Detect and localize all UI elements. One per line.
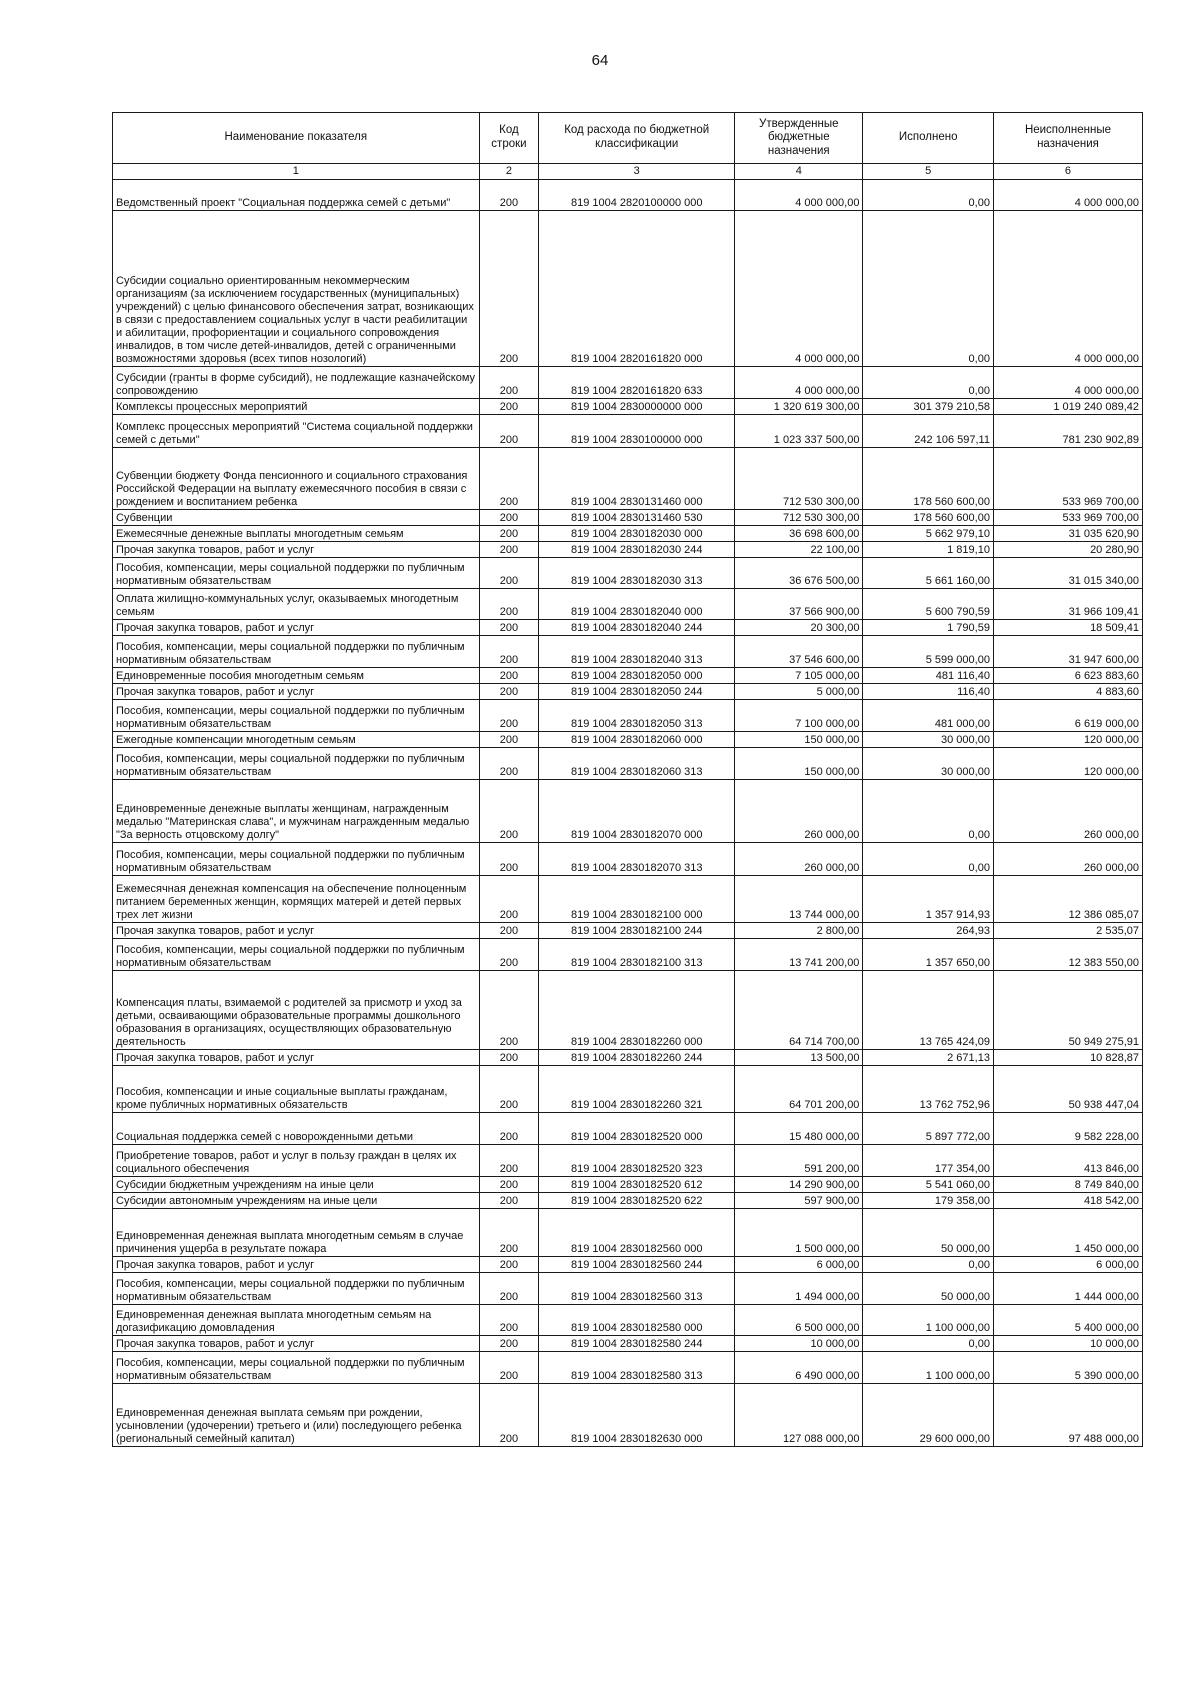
row-line-code: 200: [479, 1352, 539, 1384]
row-unexecuted: 50 949 275,91: [993, 971, 1142, 1050]
row-line-code: 200: [479, 1193, 539, 1209]
row-approved: 4 000 000,00: [735, 211, 863, 367]
row-approved: 2 800,00: [735, 923, 863, 939]
table-row: [113, 748, 1143, 780]
row-line-code: 200: [479, 1384, 539, 1447]
row-line-code: 200: [479, 843, 539, 876]
row-line-code: 200: [479, 415, 539, 448]
row-line-code: 200: [479, 399, 539, 415]
row-approved: 14 290 900,00: [735, 1177, 863, 1193]
table-row: [113, 1145, 1143, 1177]
row-budget-code: 819 1004 2830182050 313: [539, 700, 735, 732]
column-number-row: [113, 164, 1143, 180]
row-name: Субсидии бюджетным учреждениям на иные цели: [113, 1177, 480, 1193]
table-row: [113, 732, 1143, 748]
row-line-code: 200: [479, 526, 539, 542]
table-row: [113, 1257, 1143, 1273]
row-unexecuted: 31 035 620,90: [993, 526, 1142, 542]
row-name: Комплекс процессных мероприятий "Система социальной поддержки семей с детьми": [113, 415, 480, 448]
row-name: Пособия, компенсации, меры социальной поддержки по публичным нормативным обязательствам: [113, 843, 480, 876]
row-unexecuted: 418 542,00: [993, 1193, 1142, 1209]
row-unexecuted: 9 582 228,00: [993, 1113, 1142, 1145]
row-budget-code: 819 1004 2830182050 000: [539, 668, 735, 684]
row-name: Прочая закупка товаров, работ и услуг: [113, 620, 480, 636]
row-line-code: 200: [479, 939, 539, 971]
row-line-code: 200: [479, 1177, 539, 1193]
row-approved: 597 900,00: [735, 1193, 863, 1209]
row-unexecuted: 10 000,00: [993, 1336, 1142, 1352]
row-executed: 0,00: [863, 780, 994, 843]
row-budget-code: 819 1004 2830182520 000: [539, 1113, 735, 1145]
row-unexecuted: 10 828,87: [993, 1050, 1142, 1066]
header-executed: Исполнено: [863, 113, 994, 164]
table-row: [113, 1336, 1143, 1352]
row-line-code: 200: [479, 589, 539, 620]
row-name: Пособия, компенсации, меры социальной поддержки по публичным нормативным обязательствам: [113, 700, 480, 732]
row-unexecuted: 1 444 000,00: [993, 1273, 1142, 1305]
header-approved: Утвержденные бюджетные назначения: [735, 113, 863, 164]
row-approved: 36 676 500,00: [735, 558, 863, 589]
row-budget-code: 819 1004 2830182630 000: [539, 1384, 735, 1447]
row-line-code: 200: [479, 448, 539, 510]
row-executed: 177 354,00: [863, 1145, 994, 1177]
table-row: [113, 1177, 1143, 1193]
row-approved: 13 741 200,00: [735, 939, 863, 971]
row-unexecuted: 4 000 000,00: [993, 367, 1142, 399]
row-name: Субвенции: [113, 510, 480, 526]
row-unexecuted: 97 488 000,00: [993, 1384, 1142, 1447]
row-approved: 260 000,00: [735, 843, 863, 876]
table-row: [113, 939, 1143, 971]
row-approved: 1 494 000,00: [735, 1273, 863, 1305]
row-name: Компенсация платы, взимаемой с родителей за присмотр и уход за детьми, осваивающими образовательные программы дошкольного образования в организациях, осуществляющих образовательную деятельность: [113, 971, 480, 1050]
table-row: [113, 684, 1143, 700]
row-approved: 20 300,00: [735, 620, 863, 636]
row-approved: 712 530 300,00: [735, 448, 863, 510]
row-unexecuted: 120 000,00: [993, 748, 1142, 780]
row-name: Ведомственный проект "Социальная поддержка семей с детьми": [113, 180, 480, 211]
row-approved: 22 100,00: [735, 542, 863, 558]
row-name: Единовременная денежная выплата семьям при рождении, усыновлении (удочерении) третьего и (или) последующего ребенка (региональный семейный капитал): [113, 1384, 480, 1447]
row-name: Прочая закупка товаров, работ и услуг: [113, 684, 480, 700]
row-executed: 0,00: [863, 843, 994, 876]
row-unexecuted: 120 000,00: [993, 732, 1142, 748]
row-budget-code: 819 1004 2830182040 000: [539, 589, 735, 620]
row-name: Прочая закупка товаров, работ и услуг: [113, 542, 480, 558]
header-row: [113, 113, 1143, 164]
table-row: [113, 700, 1143, 732]
column-number: 5: [863, 164, 994, 180]
row-executed: 0,00: [863, 1257, 994, 1273]
table-row: [113, 1066, 1143, 1113]
row-executed: 178 560 600,00: [863, 448, 994, 510]
table-row: [113, 558, 1143, 589]
row-unexecuted: 5 390 000,00: [993, 1352, 1142, 1384]
row-line-code: 200: [479, 748, 539, 780]
row-budget-code: 819 1004 2830182040 244: [539, 620, 735, 636]
row-name: Пособия, компенсации, меры социальной поддержки по публичным нормативным обязательствам: [113, 748, 480, 780]
row-budget-code: 819 1004 2830182580 244: [539, 1336, 735, 1352]
row-budget-code: 819 1004 2830182060 000: [539, 732, 735, 748]
row-executed: 0,00: [863, 211, 994, 367]
table-row: [113, 415, 1143, 448]
page-number: 64: [591, 52, 609, 69]
table-row: [113, 399, 1143, 415]
row-budget-code: 819 1004 2830182560 244: [539, 1257, 735, 1273]
table-row: [113, 668, 1143, 684]
row-name: Прочая закупка товаров, работ и услуг: [113, 1336, 480, 1352]
table-body: [113, 180, 1143, 1447]
row-executed: 5 600 790,59: [863, 589, 994, 620]
table-row: [113, 1384, 1143, 1447]
row-unexecuted: 533 969 700,00: [993, 448, 1142, 510]
row-name: Ежемесячная денежная компенсация на обеспечение полноценным питанием беременных женщин, кормящих матерей и детей первых трех лет жизни: [113, 876, 480, 923]
row-line-code: 200: [479, 620, 539, 636]
row-line-code: 200: [479, 1305, 539, 1336]
row-executed: 5 897 772,00: [863, 1113, 994, 1145]
row-executed: 1 357 914,93: [863, 876, 994, 923]
row-line-code: 200: [479, 1066, 539, 1113]
row-line-code: 200: [479, 510, 539, 526]
row-unexecuted: 1 450 000,00: [993, 1209, 1142, 1257]
row-approved: 13 500,00: [735, 1050, 863, 1066]
row-budget-code: 819 1004 2830182100 244: [539, 923, 735, 939]
row-budget-code: 819 1004 2830182580 000: [539, 1305, 735, 1336]
row-approved: 7 100 000,00: [735, 700, 863, 732]
table-row: [113, 526, 1143, 542]
row-approved: 15 480 000,00: [735, 1113, 863, 1145]
row-approved: 5 000,00: [735, 684, 863, 700]
row-executed: 481 000,00: [863, 700, 994, 732]
row-unexecuted: 2 535,07: [993, 923, 1142, 939]
row-unexecuted: 413 846,00: [993, 1145, 1142, 1177]
row-budget-code: 819 1004 2830182520 323: [539, 1145, 735, 1177]
row-executed: 1 819,10: [863, 542, 994, 558]
row-executed: 1 790,59: [863, 620, 994, 636]
table-row: [113, 1305, 1143, 1336]
row-name: Пособия, компенсации, меры социальной поддержки по публичным нормативным обязательствам: [113, 636, 480, 668]
row-line-code: 200: [479, 923, 539, 939]
row-unexecuted: 4 000 000,00: [993, 211, 1142, 367]
table-row: [113, 542, 1143, 558]
row-budget-code: 819 1004 2830182030 313: [539, 558, 735, 589]
row-executed: 178 560 600,00: [863, 510, 994, 526]
table-row: [113, 971, 1143, 1050]
row-approved: 10 000,00: [735, 1336, 863, 1352]
row-approved: 1 023 337 500,00: [735, 415, 863, 448]
row-executed: 1 357 650,00: [863, 939, 994, 971]
row-unexecuted: 781 230 902,89: [993, 415, 1142, 448]
table-row: [113, 876, 1143, 923]
row-line-code: 200: [479, 558, 539, 589]
row-executed: 13 765 424,09: [863, 971, 994, 1050]
table-row: [113, 1193, 1143, 1209]
row-executed: 5 599 000,00: [863, 636, 994, 668]
column-number: 2: [479, 164, 539, 180]
table-row: [113, 211, 1143, 367]
row-approved: 6 490 000,00: [735, 1352, 863, 1384]
row-unexecuted: 20 280,90: [993, 542, 1142, 558]
row-approved: 127 088 000,00: [735, 1384, 863, 1447]
row-approved: 64 714 700,00: [735, 971, 863, 1050]
row-name: Субсидии (гранты в форме субсидий), не подлежащие казначейскому сопровождению: [113, 367, 480, 399]
row-line-code: 200: [479, 668, 539, 684]
row-name: Субсидии социально ориентированным некоммерческим организациям (за исключением государственных (муниципальных) учреждений) с целью финансового обеспечения затрат, возникающих в связи с предоставлением социальных услуг в части реабилитации и абилитации, профориентации и социального сопровождения инвалидов, в том числе детей-инвалидов, детей с ограниченными возможностями здоровья (всех типов нозологий): [113, 211, 480, 367]
row-line-code: 200: [479, 1050, 539, 1066]
table-row: [113, 589, 1143, 620]
row-budget-code: 819 1004 2830182580 313: [539, 1352, 735, 1384]
row-approved: 712 530 300,00: [735, 510, 863, 526]
row-approved: 591 200,00: [735, 1145, 863, 1177]
row-approved: 1 500 000,00: [735, 1209, 863, 1257]
row-approved: 64 701 200,00: [735, 1066, 863, 1113]
row-executed: 0,00: [863, 1336, 994, 1352]
row-unexecuted: 1 019 240 089,42: [993, 399, 1142, 415]
row-budget-code: 819 1004 2820161820 000: [539, 211, 735, 367]
row-line-code: 200: [479, 732, 539, 748]
row-name: Приобретение товаров, работ и услуг в пользу граждан в целях их социального обеспечения: [113, 1145, 480, 1177]
row-line-code: 200: [479, 1336, 539, 1352]
table-row: [113, 1050, 1143, 1066]
row-executed: 179 358,00: [863, 1193, 994, 1209]
table-row: [113, 1113, 1143, 1145]
row-name: Ежемесячные денежные выплаты многодетным семьям: [113, 526, 480, 542]
row-budget-code: 819 1004 2820100000 000: [539, 180, 735, 211]
row-unexecuted: 50 938 447,04: [993, 1066, 1142, 1113]
header-budget-code: Код расхода по бюджетной классификации: [539, 113, 735, 164]
header-line-code: Код строки: [479, 113, 539, 164]
row-line-code: 200: [479, 1113, 539, 1145]
table-row: [113, 636, 1143, 668]
row-name: Пособия, компенсации, меры социальной поддержки по публичным нормативным обязательствам: [113, 558, 480, 589]
row-budget-code: 819 1004 2830182260 000: [539, 971, 735, 1050]
column-number: 4: [735, 164, 863, 180]
row-line-code: 200: [479, 636, 539, 668]
row-name: Единовременная денежная выплата многодетным семьям на догазификацию домовладения: [113, 1305, 480, 1336]
column-number: 6: [993, 164, 1142, 180]
row-budget-code: 819 1004 2830000000 000: [539, 399, 735, 415]
row-line-code: 200: [479, 1209, 539, 1257]
row-unexecuted: 31 966 109,41: [993, 589, 1142, 620]
row-name: Социальная поддержка семей с новорожденными детьми: [113, 1113, 480, 1145]
table-row: [113, 367, 1143, 399]
row-budget-code: 819 1004 2830182060 313: [539, 748, 735, 780]
row-unexecuted: 4 000 000,00: [993, 180, 1142, 211]
table-row: [113, 620, 1143, 636]
row-name: Оплата жилищно-коммунальных услуг, оказываемых многодетным семьям: [113, 589, 480, 620]
row-budget-code: 819 1004 2830182070 313: [539, 843, 735, 876]
row-name: Единовременная денежная выплата многодетным семьям в случае причинения ущерба в результате пожара: [113, 1209, 480, 1257]
row-line-code: 200: [479, 542, 539, 558]
row-budget-code: 819 1004 2830182520 622: [539, 1193, 735, 1209]
row-name: Прочая закупка товаров, работ и услуг: [113, 1257, 480, 1273]
row-line-code: 200: [479, 700, 539, 732]
row-executed: 264,93: [863, 923, 994, 939]
row-executed: 116,40: [863, 684, 994, 700]
row-executed: 5 661 160,00: [863, 558, 994, 589]
row-name: Пособия, компенсации и иные социальные выплаты гражданам, кроме публичных нормативных обязательств: [113, 1066, 480, 1113]
row-approved: 150 000,00: [735, 732, 863, 748]
column-number: 3: [539, 164, 735, 180]
table-row: [113, 510, 1143, 526]
row-budget-code: 819 1004 2830100000 000: [539, 415, 735, 448]
row-unexecuted: 12 383 550,00: [993, 939, 1142, 971]
table-row: [113, 923, 1143, 939]
table-row: [113, 843, 1143, 876]
table-row: [113, 448, 1143, 510]
row-name: Ежегодные компенсации многодетным семьям: [113, 732, 480, 748]
row-budget-code: 819 1004 2830182040 313: [539, 636, 735, 668]
row-budget-code: 819 1004 2830182100 313: [539, 939, 735, 971]
table-row: [113, 780, 1143, 843]
row-executed: 0,00: [863, 367, 994, 399]
row-executed: 5 662 979,10: [863, 526, 994, 542]
row-name: Комплексы процессных мероприятий: [113, 399, 480, 415]
row-executed: 2 671,13: [863, 1050, 994, 1066]
row-name: Пособия, компенсации, меры социальной поддержки по публичным нормативным обязательствам: [113, 1273, 480, 1305]
row-name: Пособия, компенсации, меры социальной поддержки по публичным нормативным обязательствам: [113, 939, 480, 971]
row-budget-code: 819 1004 2830131460 530: [539, 510, 735, 526]
row-name: Единовременные пособия многодетным семьям: [113, 668, 480, 684]
row-name: Субвенции бюджету Фонда пенсионного и социального страхования Российской Федерации на выплату ежемесячного пособия в связи с рождением и воспитанием ребенка: [113, 448, 480, 510]
row-unexecuted: 533 969 700,00: [993, 510, 1142, 526]
row-executed: 30 000,00: [863, 748, 994, 780]
row-unexecuted: 6 000,00: [993, 1257, 1142, 1273]
row-executed: 50 000,00: [863, 1209, 994, 1257]
row-executed: 5 541 060,00: [863, 1177, 994, 1193]
row-approved: 13 744 000,00: [735, 876, 863, 923]
row-unexecuted: 4 883,60: [993, 684, 1142, 700]
row-budget-code: 819 1004 2830182100 000: [539, 876, 735, 923]
row-approved: 36 698 600,00: [735, 526, 863, 542]
row-name: Единовременные денежные выплаты женщинам, награжденным медалью "Материнская слава", и мужчинам награжденным медалью "За верность отцовскому долгу": [113, 780, 480, 843]
row-line-code: 200: [479, 971, 539, 1050]
row-budget-code: 819 1004 2820161820 633: [539, 367, 735, 399]
row-executed: 1 100 000,00: [863, 1305, 994, 1336]
row-executed: 30 000,00: [863, 732, 994, 748]
row-budget-code: 819 1004 2830182260 244: [539, 1050, 735, 1066]
row-budget-code: 819 1004 2830131460 000: [539, 448, 735, 510]
row-approved: 6 500 000,00: [735, 1305, 863, 1336]
row-name: Прочая закупка товаров, работ и услуг: [113, 1050, 480, 1066]
row-unexecuted: 6 623 883,60: [993, 668, 1142, 684]
row-unexecuted: 31 947 600,00: [993, 636, 1142, 668]
row-line-code: 200: [479, 367, 539, 399]
row-line-code: 200: [479, 1273, 539, 1305]
table-row: [113, 180, 1143, 211]
row-approved: 37 546 600,00: [735, 636, 863, 668]
row-approved: 1 320 619 300,00: [735, 399, 863, 415]
row-budget-code: 819 1004 2830182050 244: [539, 684, 735, 700]
row-line-code: 200: [479, 684, 539, 700]
row-approved: 4 000 000,00: [735, 180, 863, 211]
row-approved: 4 000 000,00: [735, 367, 863, 399]
row-unexecuted: 8 749 840,00: [993, 1177, 1142, 1193]
row-executed: 481 116,40: [863, 668, 994, 684]
table-row: [113, 1352, 1143, 1384]
row-unexecuted: 31 015 340,00: [993, 558, 1142, 589]
header-unexecuted: Неисполненные назначения: [993, 113, 1142, 164]
row-unexecuted: 18 509,41: [993, 620, 1142, 636]
row-approved: 150 000,00: [735, 748, 863, 780]
row-line-code: 200: [479, 211, 539, 367]
row-budget-code: 819 1004 2830182030 244: [539, 542, 735, 558]
row-line-code: 200: [479, 180, 539, 211]
row-approved: 7 105 000,00: [735, 668, 863, 684]
row-unexecuted: 12 386 085,07: [993, 876, 1142, 923]
row-budget-code: 819 1004 2830182560 000: [539, 1209, 735, 1257]
row-budget-code: 819 1004 2830182520 612: [539, 1177, 735, 1193]
row-unexecuted: 5 400 000,00: [993, 1305, 1142, 1336]
row-name: Пособия, компенсации, меры социальной поддержки по публичным нормативным обязательствам: [113, 1352, 480, 1384]
row-approved: 6 000,00: [735, 1257, 863, 1273]
header-name: Наименование показателя: [113, 113, 480, 164]
row-executed: 1 100 000,00: [863, 1352, 994, 1384]
row-executed: 242 106 597,11: [863, 415, 994, 448]
row-name: Субсидии автономным учреждениям на иные цели: [113, 1193, 480, 1209]
row-unexecuted: 6 619 000,00: [993, 700, 1142, 732]
row-approved: 260 000,00: [735, 780, 863, 843]
row-line-code: 200: [479, 1257, 539, 1273]
table-row: [113, 1273, 1143, 1305]
row-unexecuted: 260 000,00: [993, 780, 1142, 843]
row-executed: 301 379 210,58: [863, 399, 994, 415]
row-executed: 13 762 752,96: [863, 1066, 994, 1113]
budget-execution-table: [112, 112, 1143, 1447]
row-executed: 0,00: [863, 180, 994, 211]
row-budget-code: 819 1004 2830182560 313: [539, 1273, 735, 1305]
row-line-code: 200: [479, 780, 539, 843]
row-approved: 37 566 900,00: [735, 589, 863, 620]
row-budget-code: 819 1004 2830182030 000: [539, 526, 735, 542]
row-executed: 29 600 000,00: [863, 1384, 994, 1447]
row-executed: 50 000,00: [863, 1273, 994, 1305]
row-line-code: 200: [479, 876, 539, 923]
row-name: Прочая закупка товаров, работ и услуг: [113, 923, 480, 939]
column-number: 1: [113, 164, 480, 180]
table-row: [113, 1209, 1143, 1257]
row-budget-code: 819 1004 2830182070 000: [539, 780, 735, 843]
row-budget-code: 819 1004 2830182260 321: [539, 1066, 735, 1113]
row-unexecuted: 260 000,00: [993, 843, 1142, 876]
row-line-code: 200: [479, 1145, 539, 1177]
